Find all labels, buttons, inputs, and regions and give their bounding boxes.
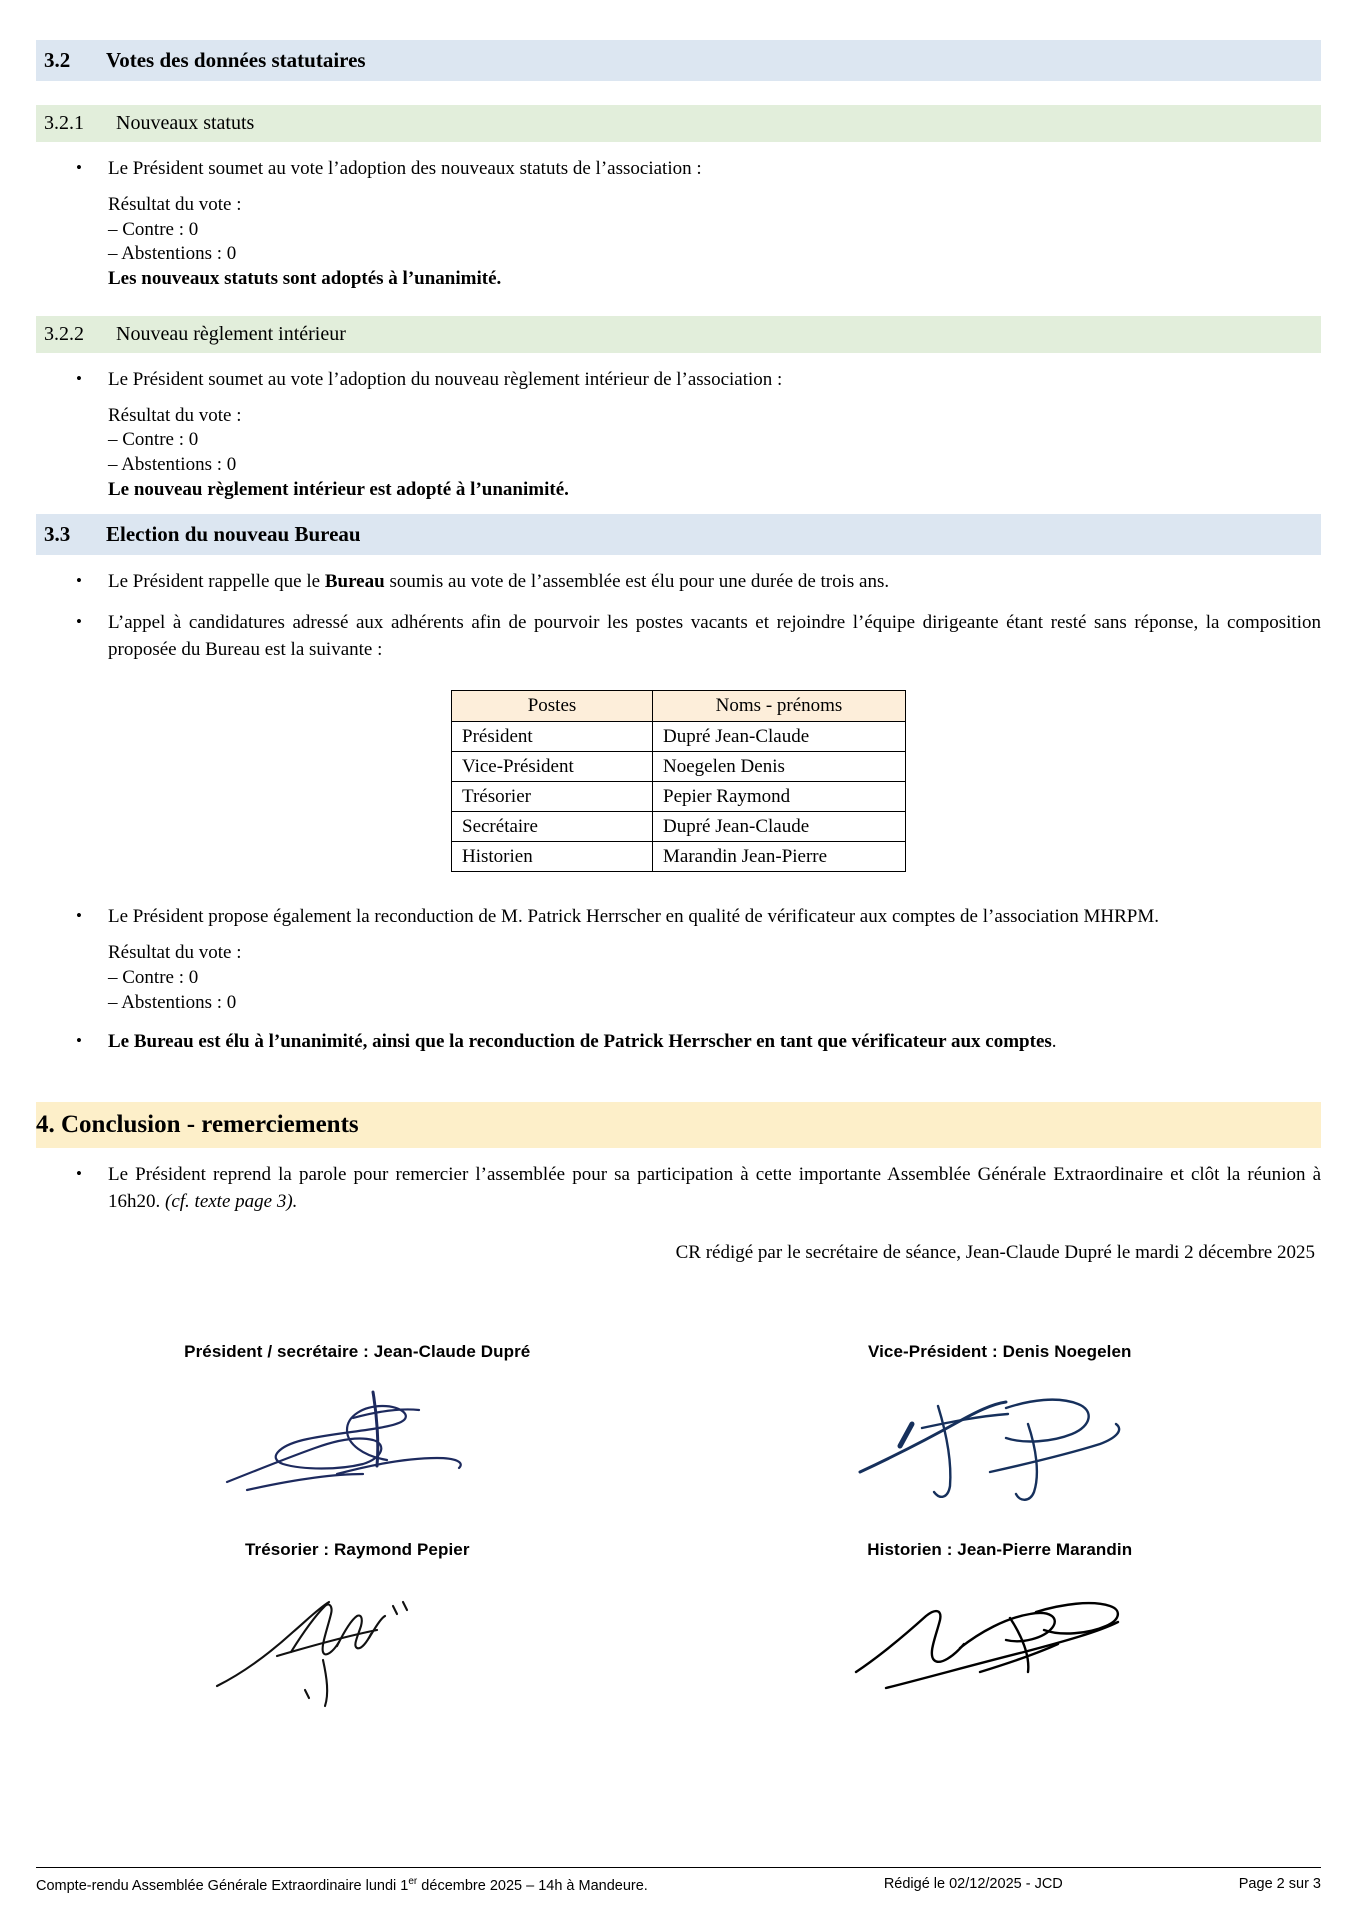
heading-3-2-2 (36, 316, 1321, 353)
heading-3-3-title: Election du nouveau Bureau (106, 522, 361, 547)
cell-nom: Noegelen Denis (653, 751, 906, 781)
page-footer (36, 1867, 1321, 1894)
signature-block-tresorier (36, 1540, 679, 1710)
vote-contre: – Contre : 0 (108, 429, 199, 451)
heading-3-2-1 (36, 105, 1321, 142)
vote-contre: – Contre : 0 (108, 967, 199, 989)
table-row (452, 721, 906, 751)
list-item (36, 569, 1321, 596)
bureau-text-pre: Le Président rappelle que le (108, 571, 325, 593)
table-header-row (452, 691, 906, 721)
vote-result-label: Résultat du vote : (108, 404, 242, 426)
vote-result-label: Résultat du vote : (108, 193, 242, 215)
heading-3-2-2-number: 3.2.2 (44, 322, 84, 345)
bureau-text-post: soumis au vote de l’assemblée est élu pour une durée de trois ans. (384, 571, 890, 593)
list-item: • Le Président soumet au vote l’adoption des nouveaux statuts de l’association : (36, 156, 1321, 183)
cell-poste: Trésorier (452, 781, 653, 811)
list-3-2-2 (36, 367, 1321, 394)
vote-result-label: Résultat du vote : (108, 942, 242, 964)
cell-nom: Marandin Jean-Pierre (653, 842, 906, 872)
heading-3-2-number: 3.2 (44, 48, 71, 72)
conclusion-reference: (cf. texte page 3). (165, 1191, 298, 1213)
signature-block-vice-president (679, 1342, 1322, 1512)
column-header-noms: Noms - prénoms (653, 691, 906, 721)
signature-block-president (36, 1342, 679, 1512)
footer-left (36, 1876, 648, 1894)
list-3-3-b (36, 904, 1321, 931)
signature-label: Vice-Président : Denis Noegelen (867, 1342, 1132, 1362)
bureau-table (451, 690, 906, 872)
table-row (452, 781, 906, 811)
bureau-elected-statement: Le Bureau est élu à l’unanimité, ainsi que la reconduction de Patrick Herrscher en tant que vérificateur aux comptes (108, 1031, 1052, 1053)
cell-nom: Pepier Raymond (653, 781, 906, 811)
table-row (452, 842, 906, 872)
footer-page-number: Page 2 sur 3 (1238, 1876, 1321, 1893)
signature-block-historien (679, 1540, 1322, 1710)
signature-grid (36, 1342, 1321, 1710)
cell-nom: Dupré Jean-Claude (653, 812, 906, 842)
signature-image-president (187, 1362, 527, 1512)
footer-ordinal: er (408, 1876, 418, 1888)
heading-4-conclusion: 4. Conclusion - remerciements (36, 1102, 1321, 1148)
list-item: • L’appel à candidatures adressé aux adhérents afin de pourvoir les postes vacants et rejoindre l’équipe dirigeante étant resté sans réponse, la composition proposée du Bureau est la suivante : (36, 610, 1321, 664)
vote-result-3-2-2 (36, 404, 1321, 503)
heading-3-2-1-title: Nouveaux statuts (116, 112, 255, 134)
signature-label: Trésorier : Raymond Pepier (244, 1540, 470, 1560)
table-row (452, 751, 906, 781)
list-3-2-1 (36, 156, 1321, 183)
cell-poste: Historien (452, 842, 653, 872)
cell-poste: Vice-Président (452, 751, 653, 781)
cell-nom: Dupré Jean-Claude (653, 721, 906, 751)
vote-conclusion: Le nouveau règlement intérieur est adopté à l’unanimité. (108, 478, 569, 500)
list-4 (36, 1162, 1321, 1216)
heading-3-2-2-title: Nouveau règlement intérieur (116, 322, 346, 345)
cell-poste: Secrétaire (452, 812, 653, 842)
vote-result-3-2-1 (36, 193, 1321, 292)
signoff-line: CR rédigé par le secrétaire de séance, Jean-Claude Dupré le mardi 2 décembre 2025 (675, 1242, 1315, 1264)
heading-3-2-title: Votes des données statutaires (106, 48, 366, 72)
list-3-3 (36, 569, 1321, 664)
vote-conclusion: Les nouveaux statuts sont adoptés à l’unanimité. (108, 268, 502, 290)
vote-abstentions: – Abstentions : 0 (108, 991, 237, 1013)
footer-left-post: décembre 2025 – 14h à Mandeure. (417, 1878, 648, 1894)
vote-abstentions: – Abstentions : 0 (108, 243, 237, 265)
conclusion-text: Le Président reprend la parole pour remercier l’assemblée pour sa participation à cette importante Assemblée Générale Extraordinaire et clôt la réunion à 16h20. (108, 1164, 1321, 1213)
signature-image-historien (830, 1560, 1170, 1710)
heading-3-2 (36, 40, 1321, 81)
signature-image-vice-president (830, 1362, 1170, 1512)
list-item: • Le Président soumet au vote l’adoption du nouveau règlement intérieur de l’association : (36, 367, 1321, 394)
signature-label: Président / secrétaire : Jean-Claude Dupré (184, 1342, 531, 1362)
heading-3-3 (36, 514, 1321, 555)
list-item: • Le Président propose également la reconduction de M. Patrick Herrscher en qualité de vérificateur aux comptes de l’association MHRPM. (36, 904, 1321, 931)
cell-poste: Président (452, 721, 653, 751)
vote-contre: – Contre : 0 (108, 218, 199, 240)
table-row (452, 812, 906, 842)
signature-image-tresorier (187, 1560, 527, 1710)
list-3-3-c (36, 1029, 1321, 1056)
heading-3-3-number: 3.3 (44, 522, 71, 547)
bureau-elected-period: . (1051, 1031, 1057, 1053)
heading-3-2-1-number: 3.2.1 (44, 112, 84, 134)
signature-label: Historien : Jean-Pierre Marandin (867, 1540, 1133, 1560)
vote-abstentions: – Abstentions : 0 (108, 454, 237, 476)
bureau-table-wrapper (36, 690, 1321, 872)
footer-middle: Rédigé le 02/12/2025 - JCD (883, 1876, 1063, 1893)
bureau-keyword: Bureau (324, 571, 385, 593)
footer-left-pre: Compte-rendu Assemblée Générale Extraordinaire lundi 1 (36, 1878, 409, 1894)
list-item (36, 1029, 1321, 1056)
list-item (36, 1162, 1321, 1216)
column-header-postes: Postes (452, 691, 653, 721)
vote-result-3-3 (36, 941, 1321, 1015)
